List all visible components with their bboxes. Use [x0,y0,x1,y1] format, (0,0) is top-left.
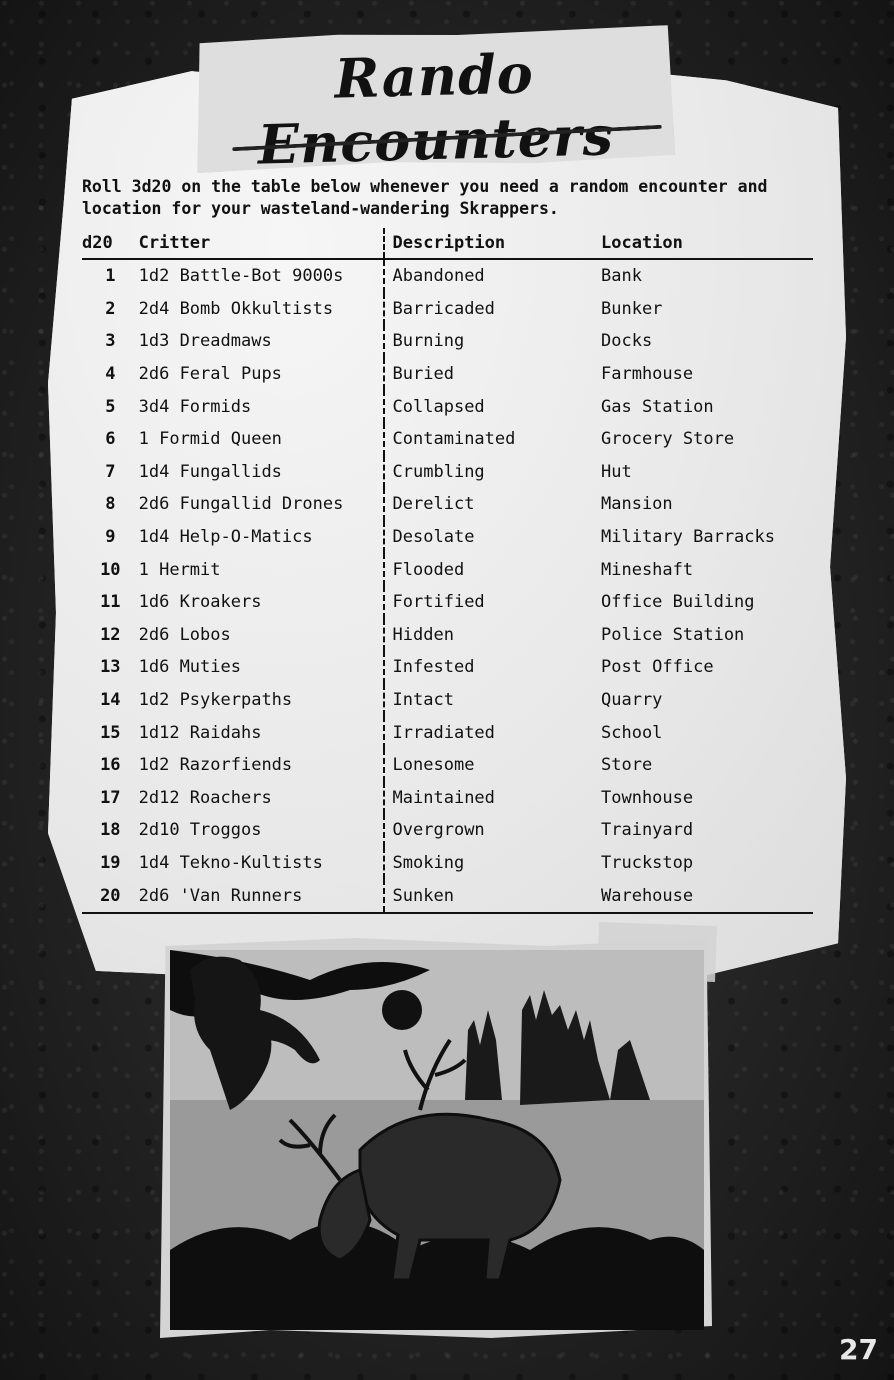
cell-critter: 1d4 Help-O-Matics [138,527,313,548]
table-row [82,521,813,554]
cell-critter: 1d6 Muties [138,657,241,678]
cell-location: Docks [601,331,653,352]
table-row [82,293,813,326]
cell-critter: 1d2 Battle-Bot 9000s [138,266,344,287]
cell-description: Smoking [384,847,601,880]
cell-location: Grocery Store [601,429,735,450]
page-number: 27 [839,1333,878,1366]
table-row [82,456,813,489]
cell-description: Fortified [384,586,601,619]
table-row [82,553,813,586]
cell-critter: 2d6 Feral Pups [138,364,282,385]
cell-location: Trainyard [601,820,694,841]
table-row [82,259,813,293]
table-row [82,423,813,456]
table-row [82,390,813,423]
cell-d20: 14 [100,690,121,711]
header-d20: d20 [82,228,139,259]
cell-d20: 18 [100,820,121,841]
cell-description: Abandoned [384,259,601,293]
table-row [82,619,813,652]
cell-location: Store [601,755,653,776]
cell-critter: 2d6 Fungallid Drones [138,494,344,515]
cell-description: Contaminated [384,423,601,456]
table-row [82,651,813,684]
cell-description: Desolate [384,521,601,554]
cell-description: Barricaded [384,293,601,326]
cell-location: Bank [601,266,642,287]
cell-location: Hut [601,461,632,482]
cell-description: Buried [384,358,601,391]
cell-description: Irradiated [384,716,601,749]
cell-description: Collapsed [384,390,601,423]
cell-d20: 20 [82,879,139,913]
cell-critter: 1d4 Fungallids [138,461,282,482]
dark-sun [382,990,422,1030]
table-row [82,325,813,358]
cell-critter: 1d2 Razorfiends [138,755,293,776]
cell-description: Intact [384,684,601,717]
table-row [82,488,813,521]
cell-location: Mineshaft [601,559,694,580]
cell-description: Maintained [384,782,601,815]
cell-d20: 11 [100,592,121,613]
cell-location: Post Office [601,657,714,678]
cell-d20: 3 [105,331,116,352]
cell-location: School [601,722,663,743]
table-header-row [82,228,813,259]
cell-description: Hidden [384,619,601,652]
cell-critter: 1d12 Raidahs [138,722,262,743]
cell-description: Crumbling [384,456,601,489]
table-row [82,814,813,847]
cell-location: Quarry [601,690,663,711]
cell-location: Truckstop [601,852,694,873]
table-row [82,879,813,913]
cell-critter: 2d6 Lobos [138,624,231,645]
cell-d20: 8 [105,494,116,515]
cell-location: Warehouse [601,879,813,913]
cell-location: Farmhouse [601,364,694,385]
cell-description: Flooded [384,553,601,586]
cell-description: Overgrown [384,814,601,847]
cell-critter: 2d6 'Van Runners [139,879,384,913]
header-location: Location [601,228,813,259]
wasteland-illustration [170,950,704,1330]
cell-d20: 13 [100,657,121,678]
cell-d20: 4 [105,364,116,385]
cell-critter: 1d6 Kroakers [138,592,262,613]
header-description: Description [384,228,601,259]
cell-d20: 12 [100,624,121,645]
table-row [82,749,813,782]
cell-location: Police Station [601,624,745,645]
cell-d20: 6 [105,429,116,450]
encounter-table [82,228,813,914]
cell-location: Bunker [601,298,663,319]
cell-critter: 1 Hermit [138,559,221,580]
cell-critter: 3d4 Formids [138,396,252,417]
table-row [82,358,813,391]
table-row [82,684,813,717]
cell-description: Sunken [384,879,601,913]
cell-location: Gas Station [601,396,714,417]
header-critter: Critter [139,228,384,259]
cell-location: Townhouse [601,787,694,808]
cell-d20: 9 [105,527,116,548]
cell-description: Infested [384,651,601,684]
cell-d20: 2 [105,298,116,319]
cell-d20: 15 [100,722,121,743]
cell-critter: 1d3 Dreadmaws [138,331,272,352]
cell-location: Mansion [601,494,673,515]
cell-description: Burning [384,325,601,358]
table-row [82,586,813,619]
cell-critter: 2d10 Troggos [138,820,262,841]
cell-critter: 2d12 Roachers [138,787,272,808]
cell-critter: 1d2 Psykerpaths [138,690,293,711]
cell-critter: 1d4 Tekno-Kultists [138,852,323,873]
cell-description: Derelict [384,488,601,521]
cell-d20: 5 [105,396,116,417]
cell-location: Office Building [601,592,755,613]
cell-d20: 1 [105,266,116,287]
table-row [82,782,813,815]
cell-location: Military Barracks [601,527,775,548]
cell-critter: 2d4 Bomb Okkultists [138,298,334,319]
table-body [82,259,813,913]
page-title: Rando Encounters [257,41,615,177]
intro-text: Roll 3d20 on the table below whenever you need a random encounter and location for your wasteland-wandering Skrappers. [82,177,768,218]
cell-d20: 17 [100,787,121,808]
cell-d20: 19 [100,852,121,873]
cell-d20: 7 [105,461,116,482]
table-row [82,847,813,880]
cell-critter: 1 Formid Queen [138,429,282,450]
cell-d20: 16 [100,755,121,776]
cell-d20: 10 [100,559,121,580]
table-row [82,716,813,749]
cell-description: Lonesome [384,749,601,782]
